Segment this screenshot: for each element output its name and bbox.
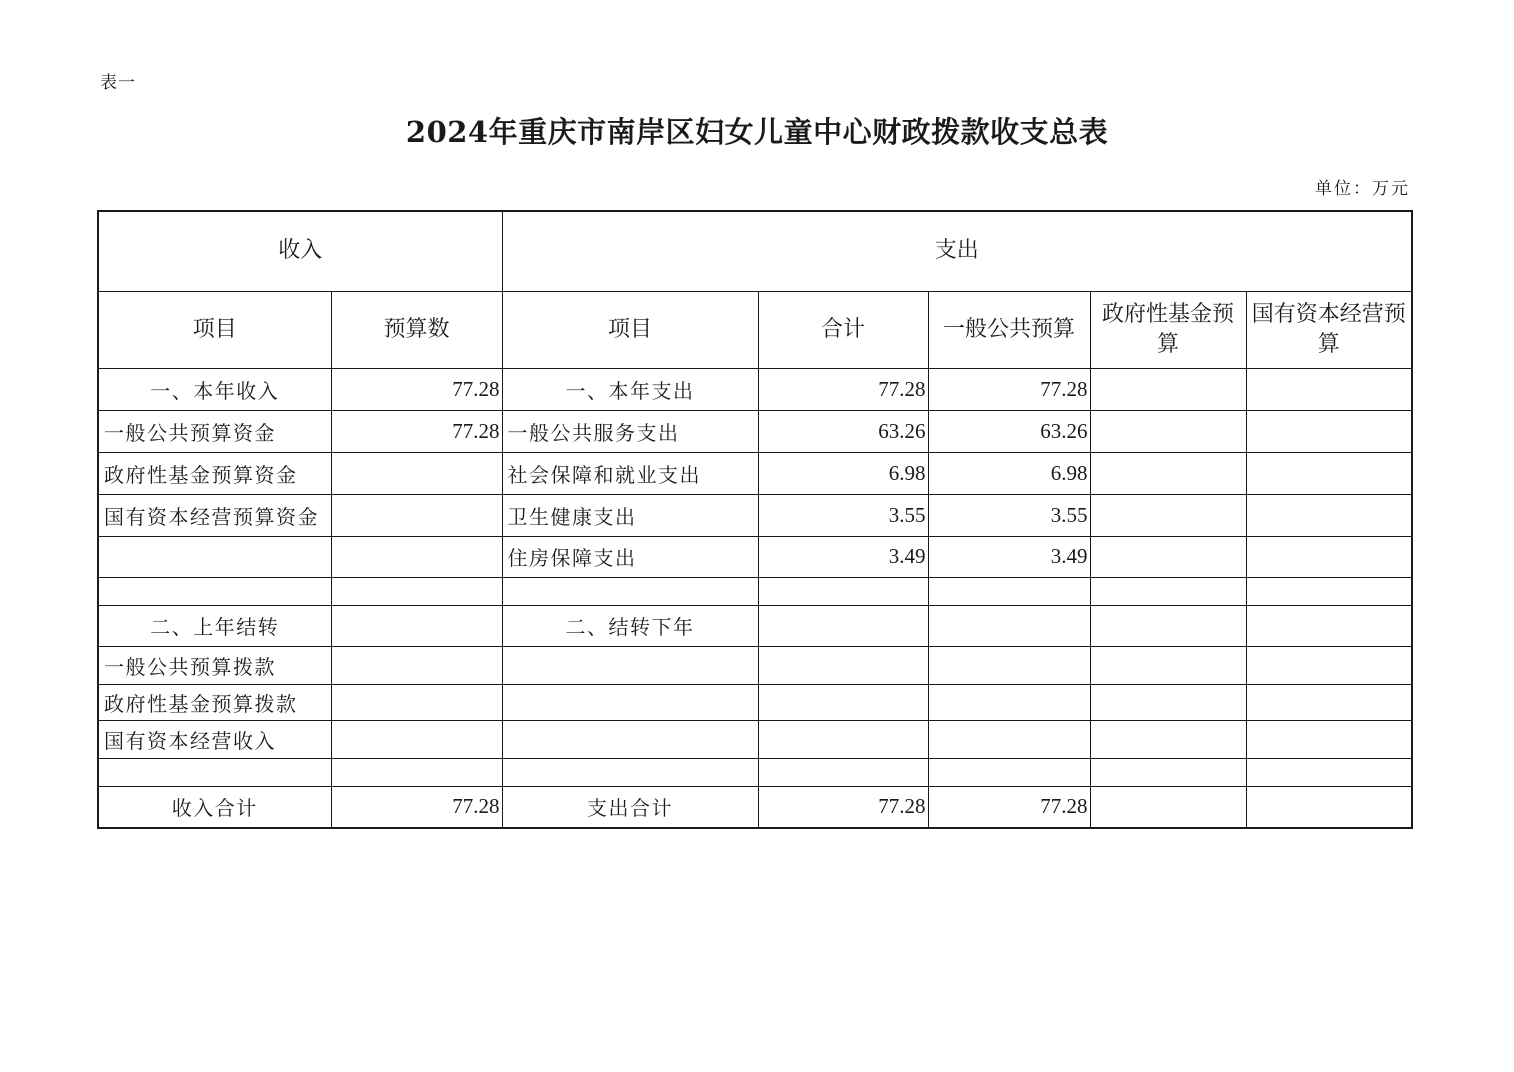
income-value-cell: 77.28 — [331, 368, 502, 410]
income-total-value: 77.28 — [331, 786, 502, 828]
state-capital-cell — [1246, 410, 1412, 452]
general-budget-header: 一般公共预算 — [928, 291, 1090, 368]
budget-table — [97, 210, 1413, 829]
unit-note: 单位：万元 — [1315, 179, 1410, 199]
gov-fund-cell — [1090, 758, 1246, 786]
gov-fund-cell — [1090, 577, 1246, 605]
table-row — [98, 494, 1412, 536]
table-row — [98, 684, 1412, 720]
general-budget-cell — [928, 758, 1090, 786]
page-title: 2024年重庆市南岸区妇女儿童中心财政拨款收支总表 — [405, 115, 1109, 149]
expense-header: 支出 — [502, 211, 1412, 291]
expense-item-cell: 社会保障和就业支出 — [502, 452, 758, 494]
income-value-cell: 77.28 — [331, 410, 502, 452]
income-total-label: 收入合计 — [98, 786, 331, 828]
general-budget-cell: 77.28 — [928, 368, 1090, 410]
income-value-cell — [331, 536, 502, 577]
table-row — [98, 720, 1412, 758]
total-cell: 77.28 — [758, 786, 928, 828]
income-item-cell: 一般公共预算拨款 — [98, 646, 331, 684]
expense-total-label: 支出合计 — [502, 786, 758, 828]
income-value-cell — [331, 684, 502, 720]
total-cell — [758, 684, 928, 720]
general-budget-cell — [928, 605, 1090, 646]
state-capital-cell — [1246, 536, 1412, 577]
state-capital-cell — [1246, 577, 1412, 605]
expense-item-cell — [502, 646, 758, 684]
total-cell — [758, 605, 928, 646]
income-item-cell — [98, 536, 331, 577]
general-budget-cell: 63.26 — [928, 410, 1090, 452]
state-capital-cell — [1246, 452, 1412, 494]
table-row — [98, 646, 1412, 684]
income-value-cell — [331, 720, 502, 758]
general-budget-cell — [928, 577, 1090, 605]
general-budget-cell: 3.55 — [928, 494, 1090, 536]
header-row-top — [98, 211, 1412, 291]
income-item-cell: 国有资本经营收入 — [98, 720, 331, 758]
table-row — [98, 452, 1412, 494]
income-item-cell: 国有资本经营预算资金 — [98, 494, 331, 536]
income-value-cell — [331, 758, 502, 786]
expense-item-cell — [502, 720, 758, 758]
gov-fund-cell — [1090, 452, 1246, 494]
total-cell — [758, 577, 928, 605]
general-budget-cell: 6.98 — [928, 452, 1090, 494]
income-value-cell — [331, 577, 502, 605]
state-capital-cell — [1246, 605, 1412, 646]
expense-item-cell: 住房保障支出 — [502, 536, 758, 577]
total-cell — [758, 720, 928, 758]
expense-item-cell: 二、结转下年 — [502, 605, 758, 646]
income-item-header: 项目 — [98, 291, 331, 368]
gov-fund-budget-header: 政府性基金预算 — [1090, 291, 1246, 368]
state-capital-cell — [1246, 646, 1412, 684]
expense-item-cell — [502, 758, 758, 786]
income-item-cell — [98, 577, 331, 605]
income-value-cell — [331, 646, 502, 684]
general-budget-cell: 77.28 — [928, 786, 1090, 828]
general-budget-cell — [928, 720, 1090, 758]
table-label: 表一 — [100, 73, 136, 93]
income-header: 收入 — [98, 211, 502, 291]
table-row — [98, 577, 1412, 605]
state-capital-cell — [1246, 494, 1412, 536]
state-capital-cell — [1246, 720, 1412, 758]
total-cell — [758, 646, 928, 684]
total-cell: 3.55 — [758, 494, 928, 536]
gov-fund-cell — [1090, 494, 1246, 536]
expense-item-cell — [502, 684, 758, 720]
gov-fund-cell — [1090, 410, 1246, 452]
income-item-cell — [98, 758, 331, 786]
income-item-cell: 政府性基金预算拨款 — [98, 684, 331, 720]
expense-item-cell — [502, 577, 758, 605]
state-capital-budget-header: 国有资本经营预算 — [1246, 291, 1412, 368]
total-cell: 77.28 — [758, 368, 928, 410]
total-cell: 63.26 — [758, 410, 928, 452]
state-capital-cell — [1246, 368, 1412, 410]
state-capital-cell — [1246, 684, 1412, 720]
gov-fund-cell — [1090, 684, 1246, 720]
expense-item-cell: 一般公共服务支出 — [502, 410, 758, 452]
expense-item-cell: 一、本年支出 — [502, 368, 758, 410]
income-value-cell — [331, 452, 502, 494]
gov-fund-cell — [1090, 536, 1246, 577]
gov-fund-cell — [1090, 786, 1246, 828]
general-budget-cell — [928, 646, 1090, 684]
total-cell — [758, 758, 928, 786]
income-item-cell: 政府性基金预算资金 — [98, 452, 331, 494]
total-cell: 6.98 — [758, 452, 928, 494]
income-budget-header: 预算数 — [331, 291, 502, 368]
income-value-cell — [331, 605, 502, 646]
table-row — [98, 605, 1412, 646]
total-cell: 3.49 — [758, 536, 928, 577]
general-budget-cell — [928, 684, 1090, 720]
table-row — [98, 410, 1412, 452]
gov-fund-cell — [1090, 720, 1246, 758]
state-capital-cell — [1246, 786, 1412, 828]
gov-fund-cell — [1090, 605, 1246, 646]
table-row — [98, 536, 1412, 577]
income-item-cell: 一般公共预算资金 — [98, 410, 331, 452]
table-row — [98, 368, 1412, 410]
income-item-cell: 一、本年收入 — [98, 368, 331, 410]
header-row-sub — [98, 291, 1412, 368]
expense-item-header: 项目 — [502, 291, 758, 368]
total-header: 合计 — [758, 291, 928, 368]
gov-fund-cell — [1090, 368, 1246, 410]
income-value-cell — [331, 494, 502, 536]
income-item-cell: 二、上年结转 — [98, 605, 331, 646]
general-budget-cell: 3.49 — [928, 536, 1090, 577]
state-capital-cell — [1246, 758, 1412, 786]
expense-item-cell: 卫生健康支出 — [502, 494, 758, 536]
gov-fund-cell — [1090, 646, 1246, 684]
totals-row — [98, 786, 1412, 828]
table-row — [98, 758, 1412, 786]
